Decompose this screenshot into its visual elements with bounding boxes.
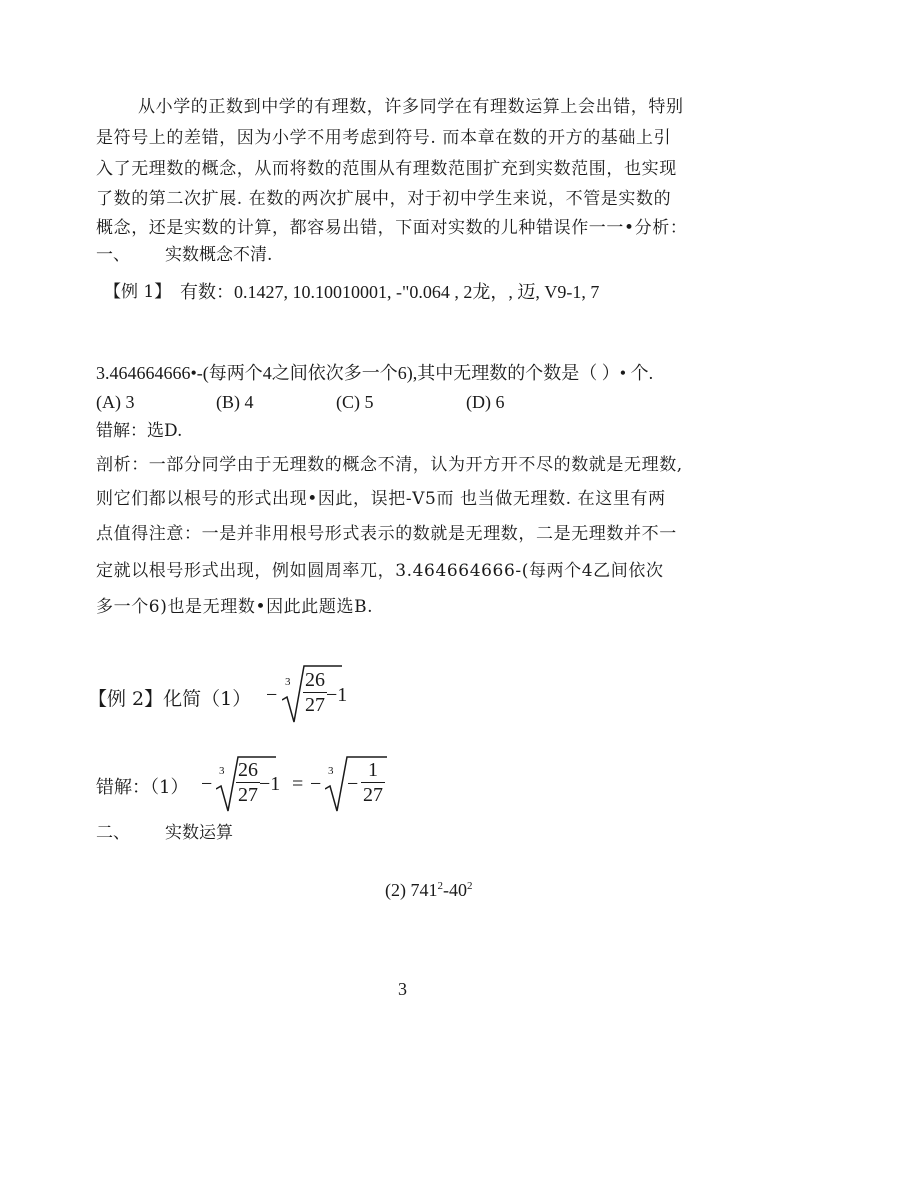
- wrong-solution-expression: [96, 755, 386, 815]
- radical-index-3: 3: [328, 765, 334, 777]
- option-a: (A) 3: [96, 392, 135, 412]
- minus-sign-2: −: [201, 773, 213, 795]
- analysis-line-1: 剖析：一部分同学由于无理数的概念不清，认为开方开不尽的数就是无理数,: [96, 455, 683, 475]
- item-2-subtrahend: -40: [443, 880, 467, 900]
- fraction-3-denominator: 27: [363, 784, 383, 806]
- fraction: [303, 668, 327, 717]
- intro-line-4: 了数的第二次扩展. 在数的两次扩展中，对于初中学生来说，不管是实数的: [96, 189, 672, 209]
- example-1-text: 有数：0.1427, 10.10010001, -"0.064 , 2龙，, 迈, V9-1, 7: [180, 282, 600, 302]
- radical-index-2: 3: [219, 765, 225, 777]
- fraction-numerator: 26: [305, 669, 325, 691]
- fraction-3-numerator: 1: [361, 758, 385, 783]
- analysis-line-3: 点值得注意：一是并非用根号形式表示的数就是无理数，二是无理数并不一: [96, 524, 677, 544]
- fraction-2: [236, 758, 260, 807]
- fraction-2-denominator: 27: [238, 784, 258, 806]
- analysis-line-2: 则它们都以根号的形式出现•因此，误把-V5而 也当做无理数. 在这里有两: [96, 489, 666, 509]
- intro-line-3: 入了无理数的概念，从而将数的范围从有理数范围扩充到实数范围，也实现: [96, 159, 677, 179]
- intro-line-1: 从小学的正数到中学的有理数，许多同学在有理数运算上会出错，特别: [138, 97, 684, 117]
- section-1-title: 实数概念不清.: [165, 245, 273, 265]
- fraction-2-numerator: 26: [238, 759, 258, 781]
- section-2-title: 实数运算: [165, 823, 233, 843]
- item-2-expression: [385, 875, 473, 901]
- option-d: (D) 6: [466, 392, 505, 412]
- fraction-denominator: 27: [305, 694, 325, 716]
- example-2-text: 化简（1）: [163, 688, 252, 710]
- fraction-3: [361, 758, 385, 807]
- example-1-line-2: 3.464664666•-(每两个4之间依次多一个6),其中无理数的个数是（ ）• 个.: [96, 363, 654, 383]
- radical-index: 3: [285, 676, 291, 688]
- example-1-label: 【例 1】: [104, 282, 172, 302]
- minus-one: −1: [326, 684, 348, 706]
- minus-sign: −: [266, 684, 278, 706]
- item-2-exponent-1: 2: [437, 880, 443, 892]
- wrong-solution-label: 错解：（1）: [96, 777, 189, 798]
- section-2-number: 二、: [96, 823, 130, 843]
- section-1-number: 一、: [96, 245, 130, 265]
- equals-sign: =: [292, 773, 304, 795]
- option-b: (B) 4: [216, 392, 254, 412]
- example-2-label: 【例 2】: [88, 688, 164, 710]
- item-2-base: (2) 741: [385, 880, 438, 900]
- analysis-line-5: 多一个6)也是无理数•因此此题选B.: [96, 597, 374, 617]
- example-2-expression: [88, 662, 358, 728]
- item-2-exponent-2: 2: [467, 880, 473, 892]
- option-c: (C) 5: [336, 392, 374, 412]
- analysis-line-4: 定就以根号形式出现，例如圆周率兀，3.464664666-(每两个4乙间依次: [96, 561, 664, 581]
- intro-line-2: 是符号上的差错，因为小学不用考虑到符号. 而本章在数的开方的基础上引: [96, 128, 672, 148]
- page-number: 3: [398, 979, 407, 999]
- minus-one-2: −1: [259, 773, 281, 795]
- minus-sign-3: −: [310, 773, 322, 795]
- inner-minus-sign: −: [347, 773, 359, 795]
- intro-line-5: 概念，还是实数的计算，都容易出错，下面对实数的儿种错误作一一•分析：: [96, 218, 688, 238]
- example-1-wrong-answer: 错解：选D.: [96, 421, 183, 441]
